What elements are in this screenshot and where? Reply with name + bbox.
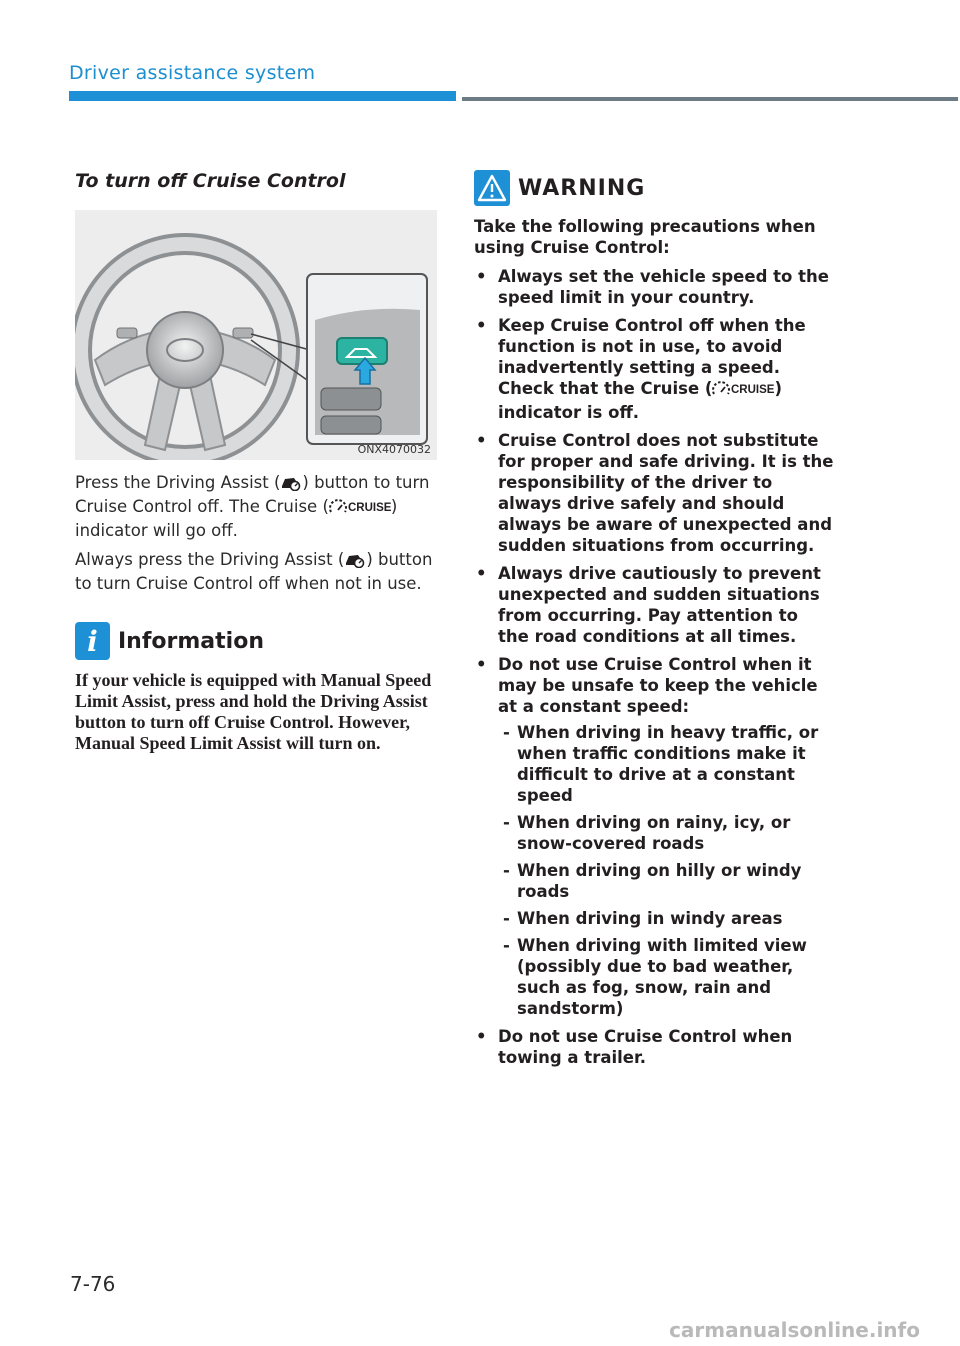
section-title: Driver assistance system bbox=[69, 62, 316, 84]
list-item-text: Do not use Cruise Control when it may be unsafe to keep the vehicle at a constant speed: bbox=[498, 655, 818, 716]
warning-list bbox=[474, 266, 834, 1068]
sub-list-item: - When driving on hilly or windy roads bbox=[498, 860, 834, 902]
sub-list-item: - When driving on rainy, icy, or snow-covered roads bbox=[498, 812, 834, 854]
steering-wheel-figure bbox=[75, 210, 437, 460]
list-item: • Cruise Control does not substitute for proper and safe driving. It is the responsibility of the driver to always drive safely and should always be aware of unexpected and sudden situations from occurring. bbox=[474, 430, 834, 556]
information-title: Information bbox=[118, 628, 264, 654]
left-column bbox=[75, 170, 437, 754]
cruise-label: CRUISE bbox=[731, 384, 775, 396]
sub-list-item: - When driving in windy areas bbox=[498, 908, 834, 929]
para1-text-b: ) button to turn Cruise Control off. The Cruise ( bbox=[75, 473, 430, 516]
warning-icon bbox=[474, 170, 510, 206]
list-item: • Always set the vehicle speed to the speed limit in your country. bbox=[474, 266, 834, 308]
para1-text-a: Press the Driving Assist ( bbox=[75, 473, 281, 492]
warning-title: WARNING bbox=[518, 175, 646, 201]
watermark: carmanualsonline.info bbox=[669, 1318, 920, 1342]
sub-list-item: - When driving in heavy traffic, or when traffic conditions make it difficult to drive at a constant speed bbox=[498, 722, 834, 806]
list-item bbox=[474, 654, 834, 1019]
list-item-text: ) indicator is off. bbox=[498, 379, 783, 422]
header-accent-bar bbox=[69, 91, 456, 101]
sub-list bbox=[498, 722, 834, 1019]
cruise-indicator-icon bbox=[712, 379, 774, 402]
warning-column bbox=[474, 170, 834, 1075]
warning-intro: Take the following precautions when using Cruise Control: bbox=[474, 217, 816, 257]
para1-text-c: ) indicator will go off. bbox=[75, 497, 398, 540]
paragraph-always-press bbox=[75, 549, 437, 594]
header-rule bbox=[462, 97, 958, 101]
cruise-label: CRUISE bbox=[347, 502, 391, 514]
list-item: • Do not use Cruise Control when towing a trailer. bbox=[474, 1026, 834, 1068]
figure-code: ONX4070032 bbox=[357, 443, 431, 456]
information-box bbox=[75, 622, 437, 754]
sub-list-item: - When driving with limited view (possibly due to bad weather, such as fog, snow, rain and sandstorm) bbox=[498, 935, 834, 1019]
list-item bbox=[474, 315, 834, 423]
cruise-indicator-icon bbox=[329, 497, 391, 520]
para2-text-a: Always press the Driving Assist ( bbox=[75, 550, 345, 569]
subsection-heading: To turn off Cruise Control bbox=[75, 170, 346, 192]
para2-text-b: ) button to turn Cruise Control off when not in use. bbox=[75, 550, 433, 593]
list-item-text: Keep Cruise Control off when the function is not in use, to avoid inadvertently setting a speed. Check that the Cruise ( bbox=[498, 316, 806, 398]
list-item: • Always drive cautiously to prevent unexpected and sudden situations from occurring. Pay attention to the road conditions at all times. bbox=[474, 563, 834, 647]
information-icon: i bbox=[75, 622, 110, 660]
driving-assist-icon bbox=[344, 550, 366, 573]
information-text: If your vehicle is equipped with Manual Speed Limit Assist, press and hold the Driving Assist button to turn off Cruise Control. However, Manual Speed Limit Assist will turn on. bbox=[75, 670, 432, 753]
paragraph-turn-off bbox=[75, 472, 437, 541]
steering-wheel-illustration bbox=[75, 210, 437, 460]
page-number: 7-76 bbox=[70, 1272, 116, 1296]
driving-assist-icon bbox=[280, 473, 302, 496]
